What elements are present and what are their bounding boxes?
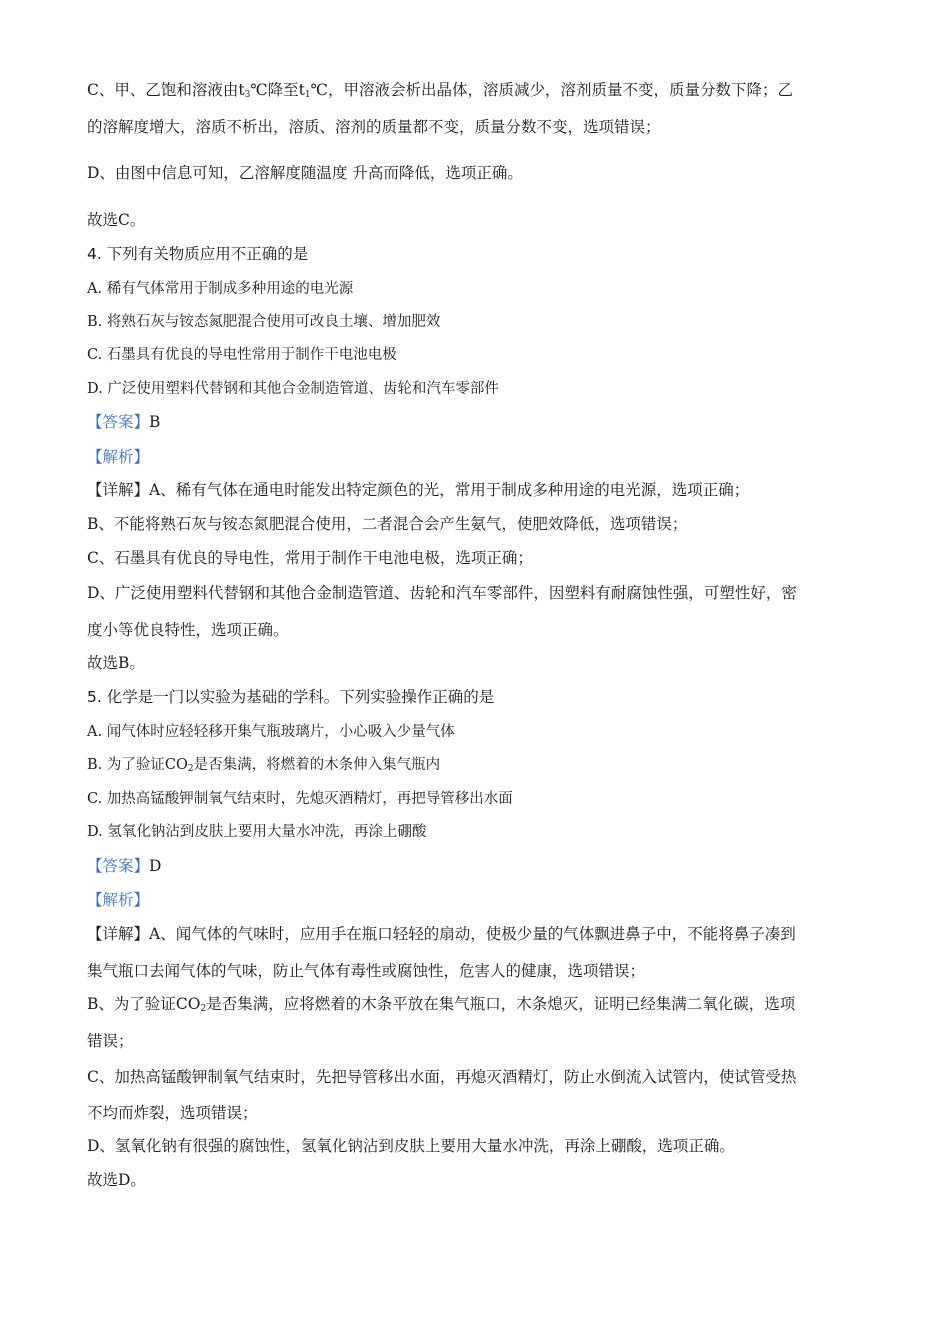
conclusion: 故选C。 [87,211,146,229]
answer-label: 【答案】 [87,413,150,431]
subscript: 3 [244,90,251,100]
subscript: 2 [187,764,194,774]
q4-detail-c: C、石墨具有优良的导电性，常用于制作干电池电极，选项正确； [87,549,533,567]
q5-option-c: C. 加热高锰酸钾制氧气结束时，先熄灭酒精灯，再把导管移出水面 [87,791,513,807]
q5-analysis-label: 【解析】 [87,891,150,909]
q5-option-d: D. 氢氧化钠沾到皮肤上要用大量水冲洗，再涂上硼酸 [87,824,427,840]
q4-analysis-label: 【解析】 [87,448,150,466]
question-text: 化学是一门以实验为基础的学科。下列实验操作正确的是 [106,688,495,706]
answer-label: 【答案】 [87,857,150,875]
answer-value: D [149,857,162,875]
analysis-line-d: D、由图中信息可知，乙溶解度随温度 升高而降低，选项正确。 [87,164,523,182]
question-number: 4. [87,245,102,263]
q4-detail-d-cont: 度小等优良特性，选项正确。 [87,621,289,639]
q4-answer [87,412,160,432]
q4-conclusion: 故选B。 [87,654,145,672]
analysis-line-c [87,80,793,105]
analysis-text: ℃，甲溶液会析出晶体，溶质减少，溶剂质量不变，质量分数下降；乙 [310,81,793,99]
question-number: 5. [87,688,102,706]
detail-text: A、稀有气体在通电时能发出特定颜色的光，常用于制成多种用途的电光源，选项正确； [149,481,750,499]
detail-text: A、闻气体的气味时，应用手在瓶口轻轻的扇动，使极少量的气体飘进鼻子中，不能将鼻子凑到 [149,925,796,943]
answer-value: B [149,413,161,431]
q5-detail-c-cont: 不均而炸裂，选项错误； [87,1104,258,1122]
analysis-text: C、甲、乙饱和溶液由t [87,81,245,99]
q5-detail-c: C、加热高锰酸钾制氧气结束时，先把导管移出水面，再熄灭酒精灯，防止水倒流入试管内，使试管受热 [87,1068,797,1086]
detail-text: B、为了验证CO [87,995,201,1013]
q5-option-a: A. 闻气体时应轻轻移开集气瓶玻璃片，小心吸入少量气体 [87,724,455,740]
detail-label: 【详解】 [87,481,150,499]
q5-detail-b [87,994,795,1019]
question-4-stem [87,244,308,264]
q5-detail-a [87,924,796,944]
q5-option-b [87,755,440,779]
detail-label: 【详解】 [87,925,150,943]
q4-detail-a [87,480,749,500]
q4-option-d: D. 广泛使用塑料代替钢和其他合金制造管道、齿轮和汽车零部件 [87,381,499,397]
subscript: 2 [200,1004,207,1014]
q4-option-c: C. 石墨具有优良的导电性常用于制作干电池电极 [87,347,397,363]
q4-detail-d: D、广泛使用塑料代替钢和其他合金制造管道、齿轮和汽车零部件，因塑料有耐腐蚀性强，可塑性好，密 [87,584,797,602]
detail-text: 是否集满，应将燃着的木条平放在集气瓶口，木条熄灭，证明已经集满二氧化碳，选项 [206,995,796,1013]
q5-detail-a-cont: 集气瓶口去闻气体的气味，防止气体有毒性或腐蚀性，危害人的健康，选项错误； [87,962,646,980]
q5-conclusion: 故选D。 [87,1171,146,1189]
q4-option-a: A. 稀有气体常用于制成多种用途的电光源 [87,281,354,297]
analysis-text: ℃降至t [250,81,305,99]
subscript: 1 [304,90,311,100]
option-text: B. 为了验证CO [87,757,188,773]
q5-answer [87,856,161,876]
q5-detail-d: D、氢氧化钠有很强的腐蚀性，氢氧化钠沾到皮肤上要用大量水冲洗，再涂上硼酸，选项正确。 [87,1137,735,1155]
question-5-stem [87,687,494,707]
analysis-line-c-cont: 的溶解度增大，溶质不析出，溶质、溶剂的质量都不变，质量分数不变，选项错误； [87,118,661,136]
q4-option-b: B. 将熟石灰与铵态氮肥混合使用可改良土壤、增加肥效 [87,314,441,330]
option-text: 是否集满，将燃着的木条伸入集气瓶内 [193,757,441,773]
q4-detail-b: B、不能将熟石灰与铵态氮肥混合使用，二者混合会产生氨气，使肥效降低，选项错误； [87,515,688,533]
q5-detail-b-cont: 错误； [87,1032,134,1050]
question-text: 下列有关物质应用不正确的是 [106,245,309,263]
